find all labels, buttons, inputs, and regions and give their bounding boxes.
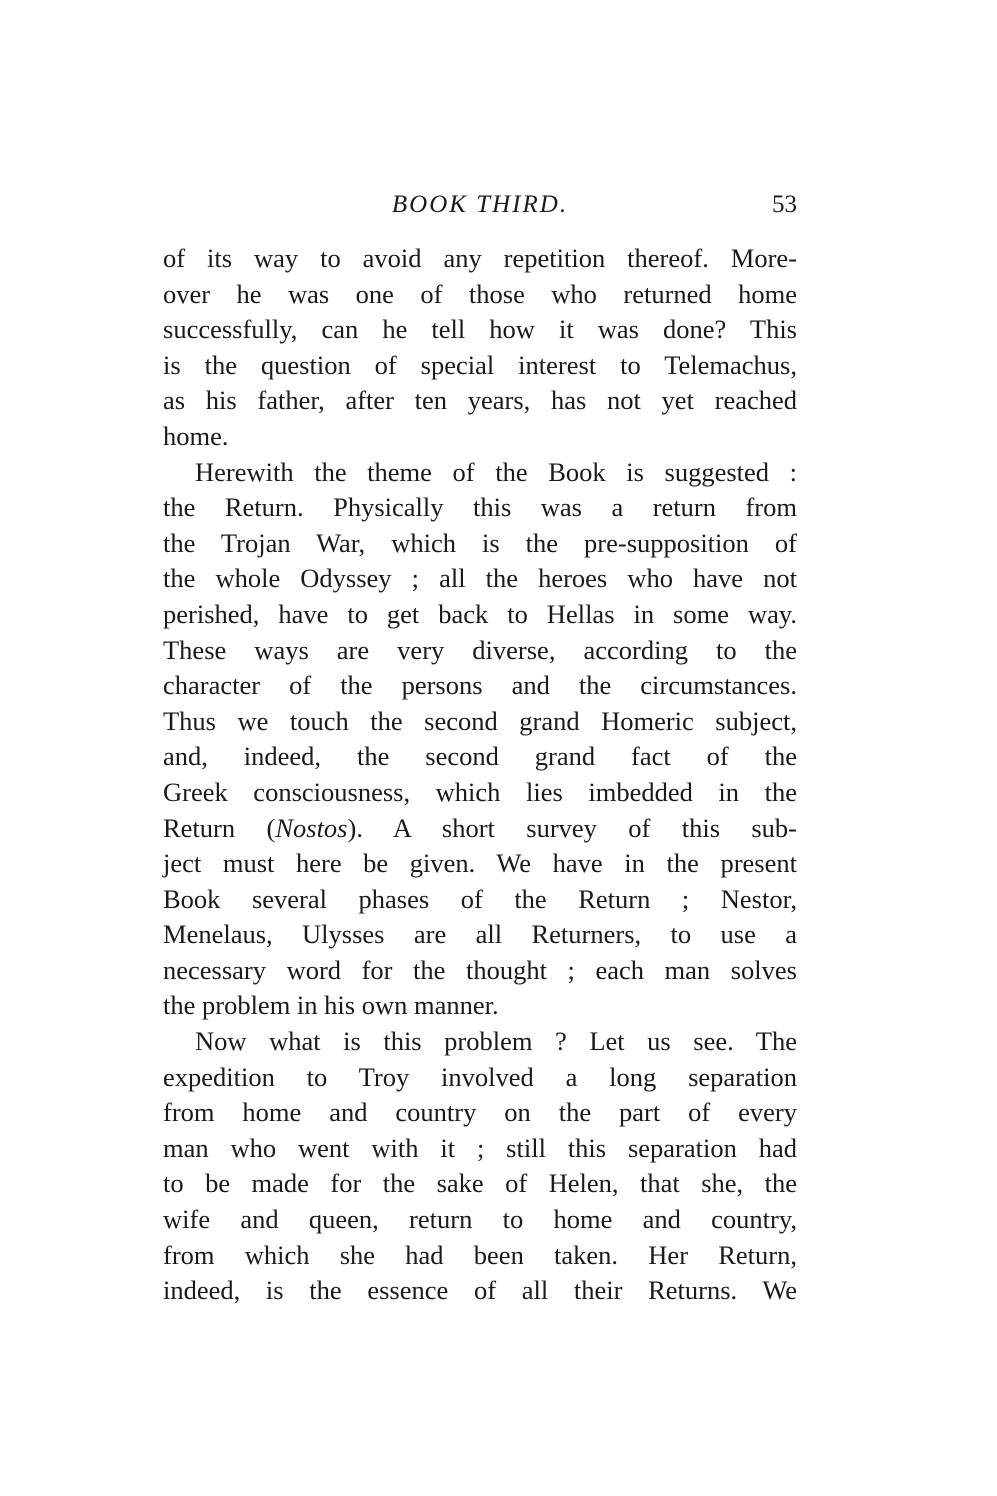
running-title: BOOK THIRD.	[391, 191, 569, 218]
text-line: the whole Odyssey ; all the heroes who have not	[163, 563, 797, 594]
text-line: expedition to Troy involved a long separation	[163, 1061, 797, 1092]
text-line: of its way to avoid any repetition thereof. More-	[163, 243, 797, 273]
text-line: indeed, is the essence of all their Returns. We	[163, 1275, 797, 1306]
page-number: 53	[772, 191, 797, 218]
text-line: from which she had been taken. Her Return,	[163, 1239, 797, 1270]
text-line: Thus we touch the second grand Homeric subject,	[163, 705, 797, 736]
text-line: the problem in his own manner.	[163, 990, 499, 1021]
text-line: character of the persons and the circumstances.	[163, 670, 797, 701]
text-segment: ). A short survey of this sub-	[347, 812, 798, 843]
text-line: man who went with it ; still this separation had	[163, 1132, 797, 1163]
text-line: Herewith the theme of the Book is suggested :	[195, 456, 797, 487]
text-line: ject must here be given. We have in the present	[163, 848, 797, 879]
text-line: and, indeed, the second grand fact of the	[163, 741, 797, 772]
text-segment: Return (	[163, 812, 276, 843]
text-line: is the question of special interest to Telemachus,	[163, 349, 797, 380]
text-line: Book several phases of the Return ; Nestor,	[163, 883, 797, 914]
text-line-with-italic	[163, 811, 797, 847]
text-line: the Trojan War, which is the pre-supposition of	[163, 527, 797, 558]
text-line: Now what is this problem ? Let us see. The	[195, 1026, 797, 1057]
text-line: home.	[163, 420, 229, 451]
body-text	[163, 241, 797, 1309]
text-line: successfully, can he tell how it was done? This	[163, 314, 797, 345]
running-head	[163, 188, 797, 222]
text-line: perished, have to get back to Hellas in some way.	[163, 598, 797, 629]
text-line: necessary word for the thought ; each man solves	[163, 954, 797, 985]
text-line: from home and country on the part of every	[163, 1097, 797, 1128]
text-line: as his father, after ten years, has not yet reached	[163, 385, 797, 416]
text-line: over he was one of those who returned home	[163, 278, 797, 309]
text-line: These ways are very diverse, according to the	[163, 634, 797, 665]
italic-term: Nostos	[275, 812, 348, 843]
text-line: to be made for the sake of Helen, that she, the	[163, 1168, 797, 1199]
text-line: wife and queen, return to home and country,	[163, 1204, 797, 1235]
text-line: the Return. Physically this was a return from	[163, 492, 797, 523]
text-line: Menelaus, Ulysses are all Returners, to use a	[163, 919, 797, 950]
text-line: Greek consciousness, which lies imbedded in the	[163, 776, 797, 807]
